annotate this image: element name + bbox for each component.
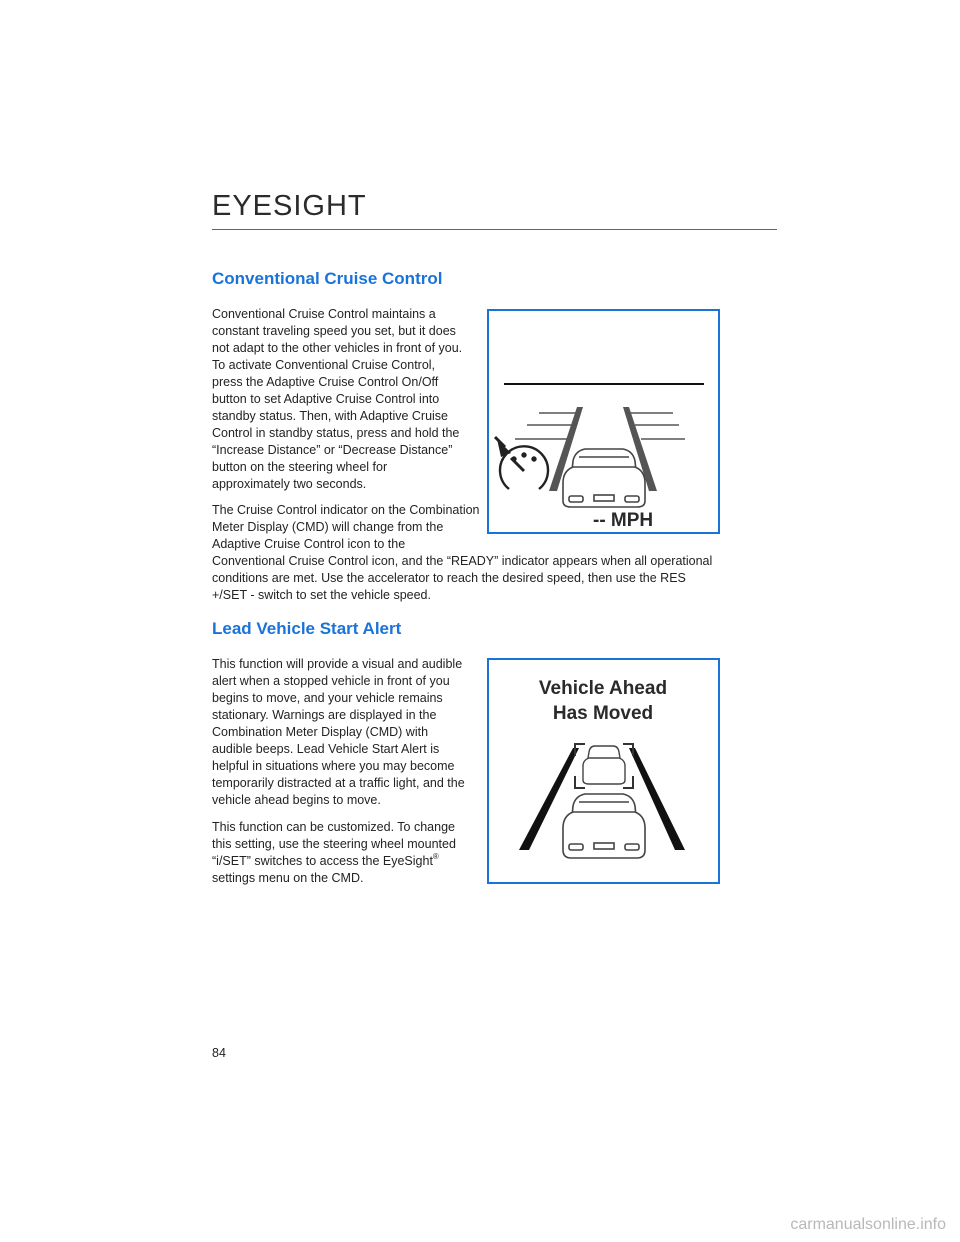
page-number: 84: [212, 1046, 226, 1060]
section1-paragraph-2a: The Cruise Control indicator on the Combination Meter Display (CMD) will change from the Adaptive Cruise Control icon to the: [212, 503, 480, 551]
speed-readout: -- MPH: [593, 510, 654, 531]
section2-paragraph-2: [212, 819, 467, 887]
header-divider: [212, 229, 777, 230]
alert-text-line-2: Has Moved: [552, 703, 654, 724]
section2-paragraph-2-end: settings menu on the CMD.: [212, 871, 364, 885]
section-title-conventional-cruise: Conventional Cruise Control: [212, 269, 443, 288]
figure-cruise-control-display: [487, 309, 720, 534]
road-lane-lines: [515, 413, 685, 439]
own-vehicle-icon: [563, 794, 645, 858]
alert-text-line-1: Vehicle Ahead: [538, 678, 668, 699]
cruise-display-illustration: [489, 311, 718, 532]
vehicle-rear-icon: [563, 449, 645, 507]
lead-vehicle-icon: [583, 746, 625, 784]
figure-vehicle-ahead-alert: [487, 658, 720, 884]
page-header-title: EYESIGHT: [212, 190, 367, 222]
section-title-lead-vehicle-alert: Lead Vehicle Start Alert: [212, 619, 402, 638]
footer-watermark: carmanualsonline.info: [790, 1216, 946, 1233]
section2-paragraph-2-text: This function can be customized. To change this setting, use the steering wheel mounted “i/SET” switches to access the EyeSight: [212, 820, 456, 868]
section1-paragraph-2-continued: Conventional Cruise Control icon, and the “READY” indicator appears when all operational conditions are met. Use the accelerator to reach the desired speed, then use the RES +/SET - switch to set the vehicle speed.: [212, 554, 713, 602]
section1-paragraph-1: Conventional Cruise Control maintains a constant traveling speed you set, but it does not adapt to the other vehicles in front of you. To activate Conventional Cruise Control, press the Adaptive Cruise Control On/Off button to set Adaptive Cruise Control into standby status. Then, with Adaptive Cruise Control in standby status, press and hold the “Increase Distance” or “Decrease Distance” button on the steering wheel for approximately two seconds.: [212, 307, 463, 491]
section2-paragraph-1: This function will provide a visual and audible alert when a stopped vehicle in front of you begins to move, and your vehicle remains stationary. Warnings are displayed in the Combination Meter Display (CMD) with audible beeps. Lead Vehicle Start Alert is helpful in situations where you may become temporarily distracted at a traffic light, and the vehicle ahead begins to move.: [212, 657, 465, 807]
vehicle-ahead-illustration: [489, 660, 718, 882]
registered-mark: ®: [432, 852, 439, 861]
